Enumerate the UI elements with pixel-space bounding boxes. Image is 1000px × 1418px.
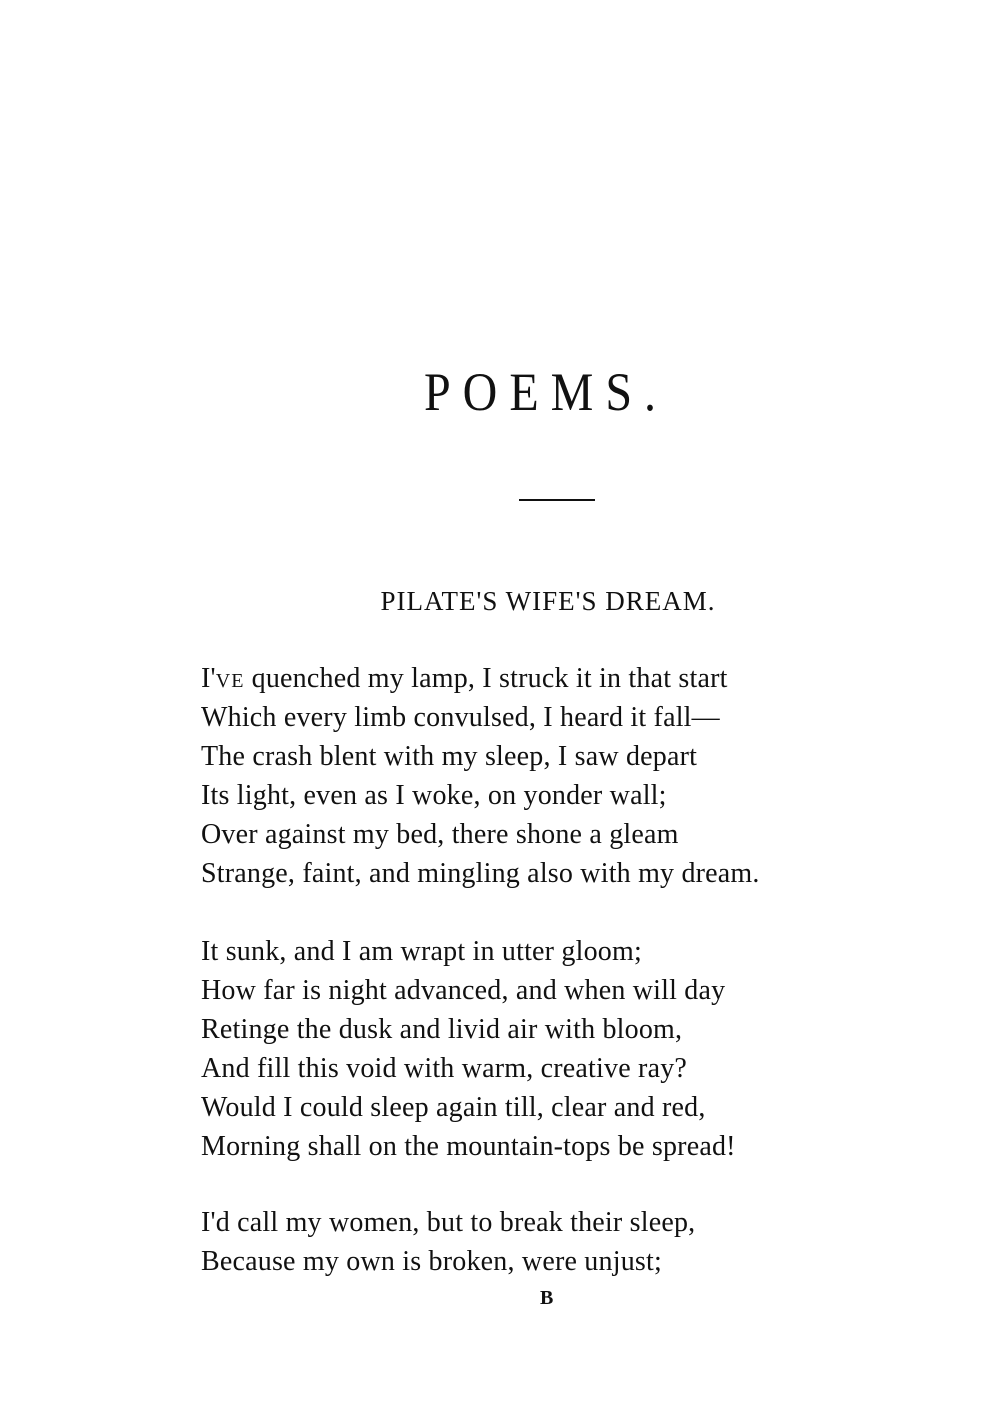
poem-title: PILATE'S WIFE'S DREAM. [380, 586, 716, 616]
poem-line: I'd call my women, but to break their sleep, [201, 1207, 696, 1238]
poem-line: Would I could sleep again till, clear and red, [201, 1092, 706, 1123]
decorative-rule [519, 499, 595, 501]
stanza-3 [201, 1203, 901, 1281]
poem-line: Because my own is broken, were unjust; [201, 1246, 662, 1277]
poem-line: And fill this void with warm, creative ray? [201, 1053, 688, 1084]
stanza-1 [201, 659, 901, 893]
first-line-rest: quenched my lamp, I struck it in that start [244, 663, 728, 694]
poem-line [201, 659, 901, 698]
poem-line: It sunk, and I am wrapt in utter gloom; [201, 936, 642, 967]
poem-line: Its light, even as I woke, on yonder wall; [201, 780, 667, 811]
signature-mark: B [540, 1287, 554, 1309]
poem-line: Strange, faint, and mingling also with my dream. [201, 858, 760, 889]
first-line-smallcaps: VE [215, 670, 245, 692]
poem-line: Over against my bed, there shone a gleam [201, 819, 679, 850]
stanza-2 [201, 932, 901, 1166]
section-title: POEMS. [423, 363, 669, 423]
first-line-start: I' [201, 663, 216, 694]
poem-line: The crash blent with my sleep, I saw depart [201, 741, 698, 772]
poem-line: How far is night advanced, and when will day [201, 975, 726, 1006]
poem-line: Retinge the dusk and livid air with bloom, [201, 1014, 683, 1045]
poem-line: Which every limb convulsed, I heard it fall— [201, 702, 720, 733]
poem-line: Morning shall on the mountain-tops be spread! [201, 1131, 736, 1162]
